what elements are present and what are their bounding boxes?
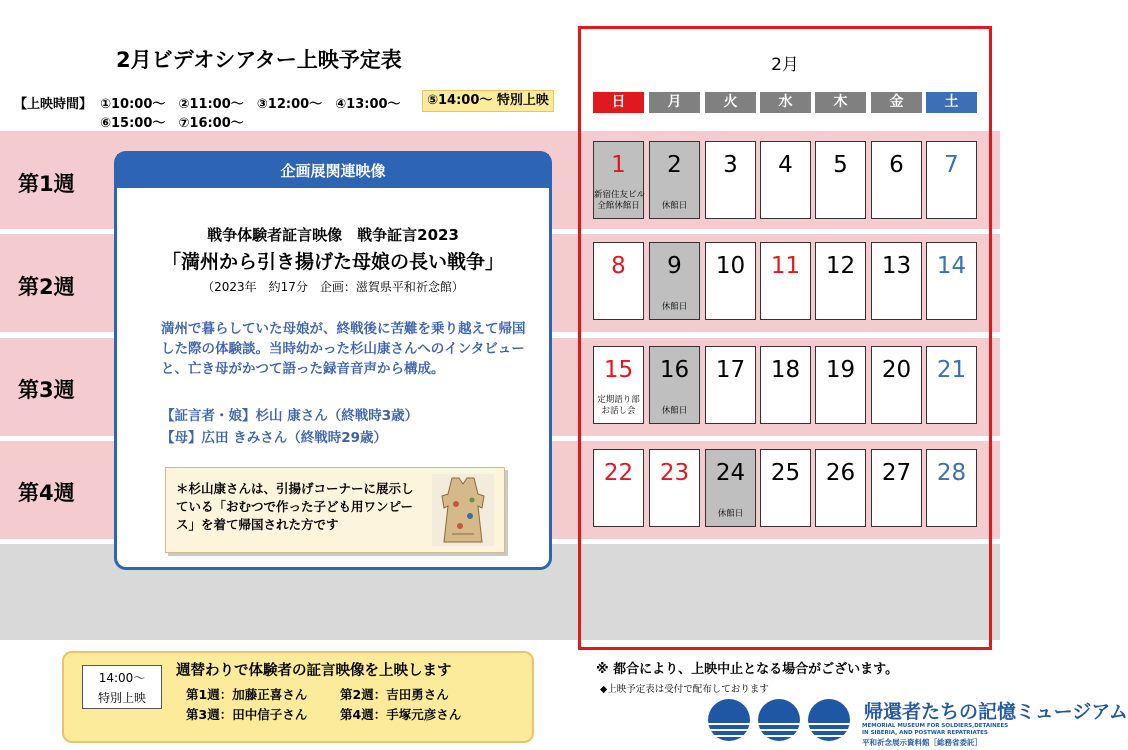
week-label-1: 第1週 <box>18 172 75 196</box>
day-number: 26 <box>825 460 856 486</box>
day-number: 24 <box>715 460 746 486</box>
showtimes-label: 【上映時間】 <box>14 97 93 112</box>
day-number: 7 <box>944 152 959 178</box>
film-subtitle: 戦争体験者証言映像 戦争証言2023 <box>207 226 459 244</box>
calendar-day <box>760 346 811 424</box>
week-label-2: 第2週 <box>18 275 75 299</box>
film-description: 満州で暮らしていた母娘が、終戦後に苦難を乗り越えて帰国した際の体験談。当時幼かった杉山康さんへのインタビューと、亡き母がかつて語った録音音声から構成。 <box>161 321 526 377</box>
weekday-header: 日 <box>593 92 644 113</box>
day-number: 19 <box>825 357 856 383</box>
calendar-frame <box>578 26 992 650</box>
weekday-header: 木 <box>815 92 866 113</box>
calendar-day <box>815 449 866 527</box>
calendar-day <box>926 346 977 424</box>
day-number: 23 <box>659 460 690 486</box>
calendar-day <box>871 141 922 219</box>
day-number: 2 <box>667 152 682 178</box>
day-number: 14 <box>936 253 967 279</box>
calendar-day <box>705 449 756 527</box>
witness-daughter: 【証言者・娘】杉山 康さん（終戦時3歳） <box>161 408 419 424</box>
calendar-day <box>593 242 644 320</box>
note-text: ＊杉山康さんは、引揚げコーナーに展示している「おむつで作った子ども用ワンピース」を着て帰国された方です <box>176 481 414 532</box>
logo-circle-icon <box>808 699 850 741</box>
day-number: 25 <box>770 460 801 486</box>
calendar-day <box>926 141 977 219</box>
day-number: 10 <box>715 253 746 279</box>
showtimes-row2: ⑥15:00～ ⑦16:00～ <box>100 116 244 131</box>
day-number: 17 <box>715 357 746 383</box>
testimony-week4: 第4週：手塚元彦さん <box>340 707 462 722</box>
calendar-day <box>705 242 756 320</box>
day-note: 新宿住友ビル 全館休館日 <box>594 190 646 211</box>
day-number: 11 <box>770 253 801 279</box>
day-number: 20 <box>881 357 912 383</box>
testimony-title: 週替わりで体験者の証言映像を上映します <box>176 663 452 679</box>
calendar-day <box>815 346 866 424</box>
day-number: 8 <box>611 253 626 279</box>
day-number: 18 <box>770 357 801 383</box>
day-number: 22 <box>603 460 634 486</box>
day-number: 15 <box>603 357 634 383</box>
calendar-day <box>649 242 700 320</box>
calendar-day <box>815 242 866 320</box>
testimony-week3: 第3週：田中信子さん <box>186 707 308 722</box>
special-showtime-card <box>82 665 162 709</box>
calendar-day <box>926 449 977 527</box>
museum-name-english: MEMORIAL MUSEUM FOR SOLDIERS,DETAINEES IN SIBERIA, AND POSTWAR REPATRIATES <box>862 723 1009 736</box>
calendar-day <box>871 242 922 320</box>
day-note: 休館日 <box>661 201 688 211</box>
weekly-testimony-box <box>62 651 534 743</box>
museum-name: 帰還者たちの記憶ミュージアム <box>864 701 1128 723</box>
film-meta: （2023年 約17分 企画：滋賀県平和祈念館） <box>202 280 464 294</box>
day-number: 9 <box>667 253 682 279</box>
logo-circle-icon <box>758 699 800 741</box>
weekday-header: 水 <box>760 92 811 113</box>
day-note: 休館日 <box>661 406 688 416</box>
showtimes-row1: ①10:00～ ②11:00～ ③12:00～ ④13:00～ <box>100 97 401 112</box>
day-number: 6 <box>889 152 904 178</box>
day-number: 1 <box>611 152 626 178</box>
museum-subname: 平和祈念展示資料館［総務省委託］ <box>862 738 982 747</box>
calendar-day <box>760 141 811 219</box>
feature-panel <box>114 151 552 570</box>
weekday-header: 土 <box>926 92 977 113</box>
day-number: 4 <box>778 152 793 178</box>
day-note: 休館日 <box>661 302 688 312</box>
day-number: 16 <box>659 357 690 383</box>
day-number: 3 <box>723 152 738 178</box>
page-title: 2月ビデオシアター上映予定表 <box>116 48 402 72</box>
special-time: 14:00～ <box>98 671 146 685</box>
calendar-day <box>705 346 756 424</box>
day-number: 28 <box>936 460 967 486</box>
special-showtime-badge: ⑤14:00～ 特別上映 <box>422 90 554 112</box>
calendar-day <box>593 141 644 219</box>
calendar-month: 2月 <box>771 55 799 75</box>
day-number: 13 <box>881 253 912 279</box>
logo-circle-icon <box>708 699 750 741</box>
calendar-day <box>649 346 700 424</box>
note-box <box>165 467 505 553</box>
day-note: 休館日 <box>717 509 744 519</box>
calendar-day <box>593 449 644 527</box>
distribution-notice: ◆上映予定表は受付で配布しております <box>600 684 769 695</box>
calendar-day <box>649 449 700 527</box>
special-label: 特別上映 <box>97 691 146 705</box>
testimony-week1: 第1週：加藤正喜さん <box>186 687 308 702</box>
day-number: 21 <box>936 357 967 383</box>
day-number: 12 <box>825 253 856 279</box>
calendar-day <box>593 346 644 424</box>
testimony-week2: 第2週：吉田勇さん <box>340 687 449 702</box>
weekday-header: 火 <box>705 92 756 113</box>
calendar-day <box>926 242 977 320</box>
film-title: 「満州から引き揚げた母娘の長い戦争」 <box>161 251 504 273</box>
day-note: 定期語り部 お話し会 <box>597 395 640 416</box>
calendar-day <box>871 346 922 424</box>
witness-mother: 【母】広田 きみさん（終戦時29歳） <box>161 430 387 446</box>
week-label-4: 第4週 <box>18 481 75 505</box>
calendar-day <box>871 449 922 527</box>
calendar-day <box>649 141 700 219</box>
day-number: 27 <box>881 460 912 486</box>
weekday-header: 月 <box>649 92 700 113</box>
calendar-day <box>760 242 811 320</box>
cancellation-notice: ※ 都合により、上映中止となる場合がございます。 <box>596 662 899 677</box>
week-label-3: 第3週 <box>18 378 75 402</box>
weekday-header: 金 <box>871 92 922 113</box>
day-number: 5 <box>833 152 848 178</box>
dress-photo-icon <box>432 474 494 546</box>
calendar-day <box>815 141 866 219</box>
calendar-day <box>705 141 756 219</box>
panel-header: 企画展関連映像 <box>117 154 549 188</box>
calendar-day <box>760 449 811 527</box>
